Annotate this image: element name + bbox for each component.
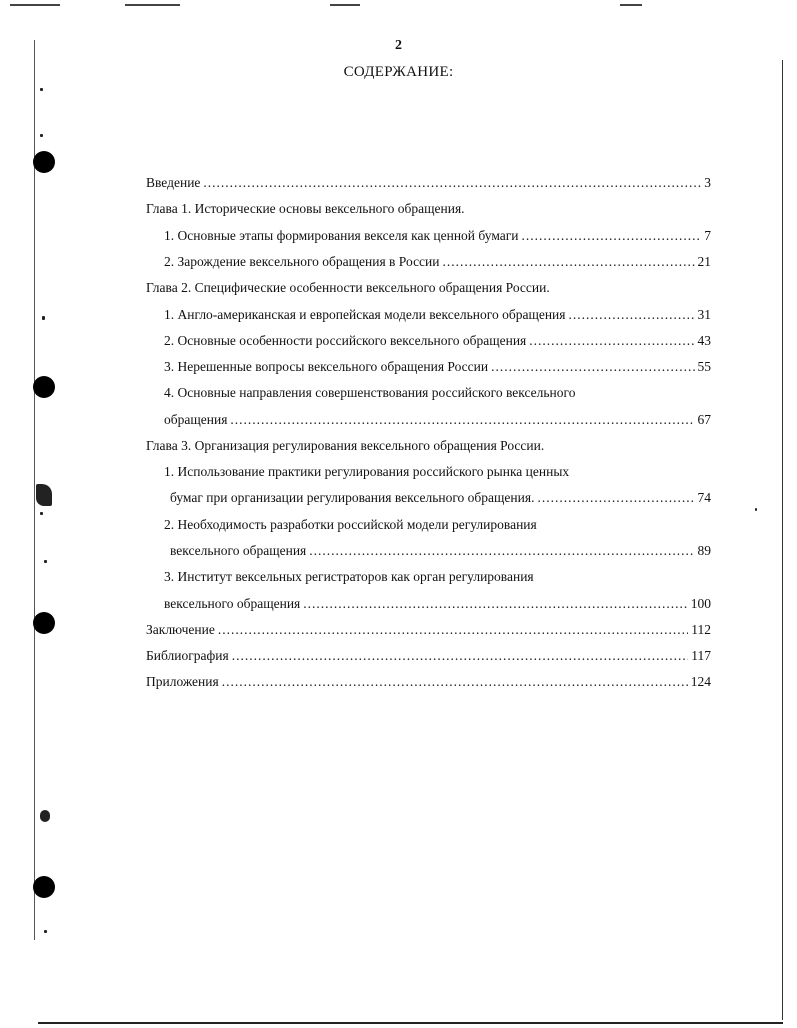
toc-entry-label: 1. Англо-американская и европейская модели вексельного обращения (164, 307, 566, 322)
toc-entry-label: Приложения (146, 674, 219, 689)
scan-speck (44, 930, 47, 933)
toc-entry-label-line1: 4. Основные направления совершенствования российского вексельного (164, 385, 576, 400)
toc-entry[interactable] (170, 542, 711, 560)
toc-entry[interactable] (164, 332, 711, 350)
chapter-1-heading: Глава 1. Исторические основы вексельного обращения. (146, 201, 465, 216)
toc-leader-dots (569, 306, 695, 324)
toc-entry-label: 2. Основные особенности российского вексельного обращения (164, 333, 527, 348)
toc-leader-dots (529, 332, 694, 350)
toc-entry-label-line1: 3. Институт вексельных регистраторов как орган регулирования (164, 569, 534, 584)
toc-entry[interactable] (164, 411, 711, 429)
chapter-3-heading: Глава 3. Организация регулирования вексельного обращения России. (146, 438, 545, 453)
toc-leader-dots (491, 358, 694, 376)
toc-page-number: 124 (690, 674, 711, 689)
toc-page-number: 67 (697, 412, 711, 427)
toc-entry-label: Введение (146, 175, 201, 190)
toc-entry-label: 1. Основные этапы формирования векселя как ценной бумаги (164, 228, 519, 243)
scan-artifact (125, 4, 180, 6)
scan-speck (40, 512, 43, 515)
toc-entry-label-line1: 1. Использование практики регулирования российского рынка ценных (164, 464, 570, 479)
scan-speck (755, 508, 757, 511)
toc-entry[interactable] (164, 227, 711, 245)
toc-page-number: 21 (697, 254, 711, 269)
toc-page-number: 55 (697, 359, 711, 374)
toc-leader-dots (232, 647, 689, 665)
toc-entry-label: обращения (164, 412, 228, 427)
toc-entry-label-line1: 2. Необходимость разработки российской модели регулирования (164, 517, 537, 532)
toc-leader-dots (522, 227, 702, 245)
scan-bottom-line (38, 1022, 783, 1024)
scan-speck (44, 560, 47, 563)
toc-page-number: 89 (697, 543, 711, 558)
toc-page-number: 43 (697, 333, 711, 348)
chapter-2-heading: Глава 2. Специфические особенности вексельного обращения России. (146, 280, 550, 295)
toc-entry-label: 3. Нерешенные вопросы вексельного обращения России (164, 359, 489, 374)
punch-hole (33, 376, 55, 398)
toc-entry-conclusion[interactable] (146, 621, 711, 639)
toc-leader-dots (303, 595, 687, 613)
toc-entry[interactable] (164, 358, 711, 376)
toc-entry-label: 2. Зарождение вексельного обращения в России (164, 254, 440, 269)
toc-entry[interactable] (170, 489, 711, 507)
punch-hole (33, 876, 55, 898)
toc-page-number: 100 (690, 596, 711, 611)
toc-page-number: 74 (697, 490, 711, 505)
toc-entry-bibliography[interactable] (146, 647, 711, 665)
toc-entry-label: бумаг при организации регулирования вексельного обращения. (170, 490, 535, 505)
scan-speck (40, 134, 43, 137)
scan-speck (40, 88, 43, 91)
toc-page-number: 31 (697, 307, 711, 322)
toc-entry[interactable] (164, 595, 711, 613)
toc-page-number: 3 (704, 175, 711, 190)
toc-entry[interactable] (164, 253, 711, 271)
toc-entry-label: Библиография (146, 648, 229, 663)
toc-leader-dots (203, 174, 701, 192)
toc-entry[interactable] (164, 306, 711, 324)
punch-hole (33, 151, 55, 173)
toc-leader-dots (309, 542, 694, 560)
toc-leader-dots (443, 253, 695, 271)
toc-entry-appendix[interactable] (146, 673, 711, 691)
scan-right-line (782, 60, 783, 1020)
toc-leader-dots (230, 411, 694, 429)
punch-hole (33, 612, 55, 634)
toc-entry-label: вексельного обращения (164, 596, 301, 611)
scan-speck (42, 316, 45, 320)
scan-blot (40, 810, 50, 822)
toc-page-number: 117 (691, 648, 711, 663)
scan-artifact (330, 4, 360, 6)
toc-entry-label: вексельного обращения (170, 543, 307, 558)
toc-entry-label: Заключение (146, 622, 215, 637)
scan-artifact (620, 4, 642, 6)
page-number: 2 (395, 38, 402, 53)
toc-page-number: 112 (691, 622, 711, 637)
page-title: СОДЕРЖАНИЕ: (343, 64, 454, 80)
scan-blot (36, 484, 52, 506)
scan-artifact (10, 4, 60, 6)
toc-leader-dots (218, 621, 688, 639)
toc-leader-dots (222, 673, 688, 691)
toc-page-number: 7 (704, 228, 711, 243)
toc-entry-intro[interactable] (146, 174, 711, 192)
scan-margin-line (34, 40, 35, 940)
toc-leader-dots (537, 489, 694, 507)
